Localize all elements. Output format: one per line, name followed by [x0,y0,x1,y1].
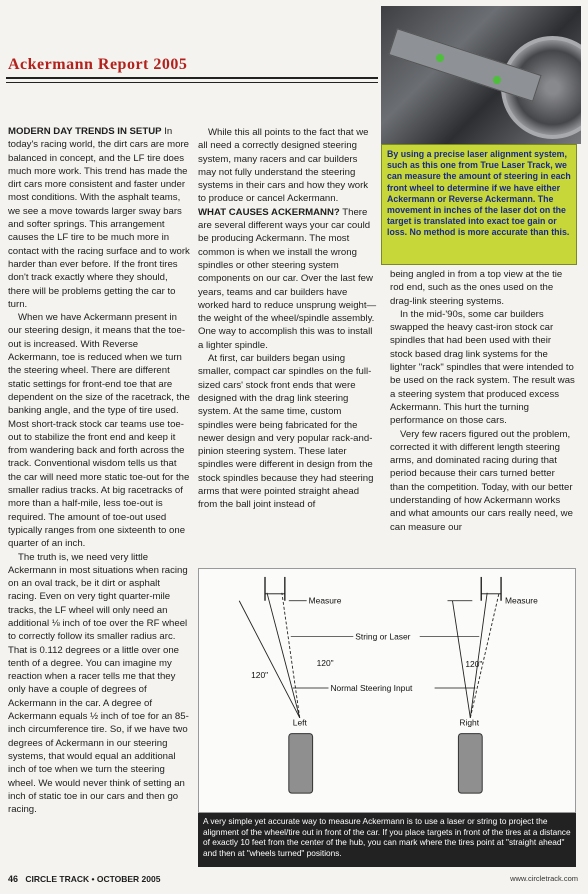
laser-alignment-photo [381,6,581,144]
paragraph: At first, car builders began using smaller, compact car spindles on the full-sized cars' stock front ends that were designed with the drag link steering system. At the same time, custom spindles were being fabricated for the newer design and very popular rack-and-pinion steering system. These later spindles were different in design from the stock spindles because they had steering arms that were pointed straight ahead from the ball joint instead of [198,353,374,511]
right-label: Right [459,717,480,728]
title-rule [6,77,378,83]
measure-label-right: Measure [505,595,538,606]
paragraph: The truth is, we need very little Ackermann in most situations when racing on an oval track, be it dirt or asphalt racing. Even on very tight quarter-mile tracks, the LF wheel will only need an additional ⅛ inch of toe over the RF wheel to correctly follow its smaller radius arc. That is 0.112 degrees or a little over one tenth of a degree. You can imagine my reaction when a racer tells me that they only have a couple of degrees of Ackermann in the car. A degree of Ackermann equals ½ inch of toe for an 85-inch circumference tire. So, if we have two degrees of Ackermann in our steering systems, that would equal an additional inch of toe when we turn the steering wheel. We would never think of setting an inch of static toe in our cars and then go racing. [8,551,189,816]
string-line [267,593,300,718]
paragraph: When we have Ackermann present in our steering design, it means that the toe-out is increased. With Reverse Ackermann, toe is reduced when we turn the steering wheel. There are different static settings for front-end toe that are dependent on the size of the racetrack, the banking angle, and the type of tire used. Most short-track stock car teams use toe-out to stabilize the front end and keep it from wandering back and forth across the track. Conventional wisdom tells us that the car will need more static toe-out for the smaller radius tracks. At big racetracks of more than a half-mile, less toe-out is required. The amount of toe-out used typically ranges from one sixteenth to one quarter of an inch. [8,312,190,550]
distance-label: 120" [251,670,269,681]
string-line [470,593,487,718]
paragraph [8,125,190,311]
string-label: String or Laser [355,631,411,642]
section-heading: WHAT CAUSES ACKERMANN? [198,206,340,218]
paragraph: While this all points to the fact that we all need a correctly designed steering system, many racers and car builders may not fully understand the steering systems in their cars and how they work to produce or cancel Ackermann. [198,127,369,205]
footer-left [8,874,160,884]
distance-label: 120" [316,658,334,669]
column-2 [198,126,378,512]
paragraph: being angled in from a top view at the tie rod end, such as the ones used on the drag-link steering systems. [390,269,563,307]
magazine-issue: CIRCLE TRACK • OCTOBER 2005 [25,874,161,884]
level-bubble-image [493,76,501,84]
section-heading: MODERN DAY TRENDS IN SETUP [8,126,162,137]
diagram-svg [199,569,575,812]
left-label: Left [292,717,307,728]
level-bubble-image [436,54,444,62]
column-3 [390,268,576,534]
distance-label: 120" [465,659,483,670]
normal-steering-label: Normal Steering Input [330,682,413,693]
left-tire [289,734,313,794]
paragraph: In the mid-'90s, some car builders swapped the heavy cast-iron stock car spindles that had been used with their stock based drag link systems for the lighter "rack" spindles that were intended to be used on the rack system. The result was a steering system that produced excess Ackermann. This hurt the turning performance on those cars. [390,308,575,427]
footer-url: www.circletrack.com [510,874,578,883]
paragraph: Very few racers figured out the problem, corrected it with different length steering arms, and dominated racing during that period because their cars turned better than the competition. Today, with our better understanding of how Ackermann works and what amounts our cars really need, we can measure our [390,428,573,533]
measure-label-left: Measure [308,595,342,606]
ackermann-measurement-diagram [198,568,576,813]
paragraph-text: In today's racing world, the dirt cars are more balanced in concept, and the LF tire does much more work. This trend has made the dirt cars more consistent and faster under most conditions. With the asphalt teams, we see a move towards larger sway bars and softer springs. This arrangement causes the LF tire to be much more in contact with the racing surface and to work harder than ever before. If the front tires don't track exactly where they should, there will be problems getting the car to turn. [8,126,190,310]
photo-caption: By using a precise laser alignment system, such as this one from True Laser Track, we can measure the amount of steering in each front wheel to determine if we have either Ackermann or Reverse Ackermann. The movement in inches of the laser dot on the target is translated into exact toe gain or loss. No method is more accurate than this. [381,144,577,265]
page-number: 46 [8,874,19,884]
string-line [282,593,300,718]
right-tire [458,734,482,794]
string-line [239,601,300,718]
diagram-caption: A very simple yet accurate way to measure Ackermann is to use a laser or string to project the alignment of the wheel/tire out in front of the car. If you place targets in front of the tires at a distance of exactly 10 feet from the center of the hub, you can mark where the tires point at "straight ahead" and then at "wheels turned" positions. [198,813,576,867]
article-title: Ackermann Report 2005 [8,56,188,73]
paragraph-text: There are several different ways your car could be producing Ackermann. The most common is when we install the wrong spindles or other steering system components on our car. Over the last few years, teams and car builders have worked hard to reduce unsprung weight—the weight of the wheel/spindle assembly. One way to accomplish this was to install a lighter spindle. [198,206,377,351]
paragraph [198,206,378,352]
column-1 [8,125,190,816]
